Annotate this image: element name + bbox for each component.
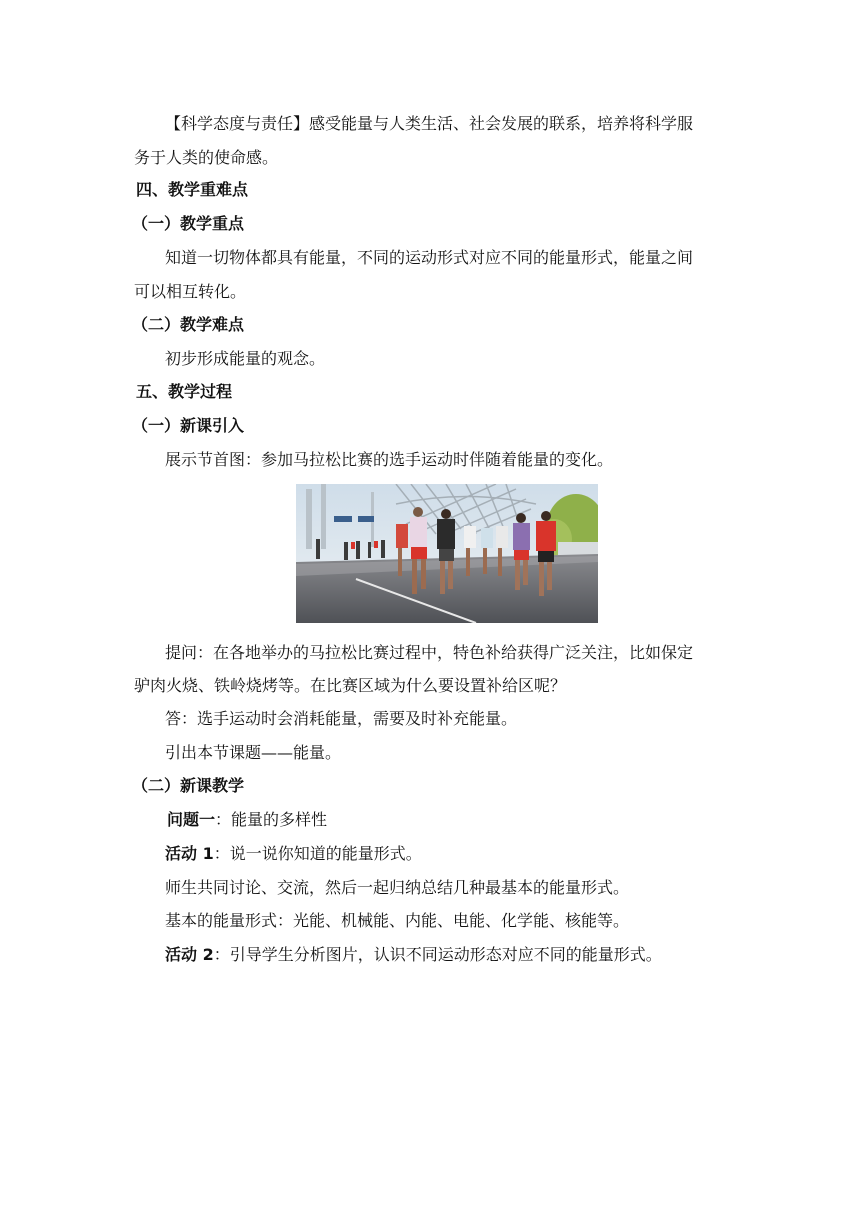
answer-text: 答：选手运动时会消耗能量，需要及时补充能量。 (165, 709, 518, 728)
question-line-2: 驴肉火烧、铁岭烧烤等。在比赛区域为什么要设置补给区呢？ (134, 676, 567, 695)
activity-1-label: 活动 1 (165, 844, 214, 863)
lead-in-text: 引出本节课题——能量。 (165, 743, 342, 762)
attitude-line-1: 【科学态度与责任】感受能量与人类生活、社会发展的联系，培养将科学服 (165, 114, 694, 133)
problem-1-text: ：能量的多样性 (215, 810, 328, 829)
attitude-line-2: 务于人类的使命感。 (134, 148, 279, 167)
heading-teaching-process: 五、教学过程 (136, 382, 233, 401)
intro-text: 展示节首图：参加马拉松比赛的选手运动时伴随着能量的变化。 (165, 450, 614, 469)
key-points-line-2: 可以相互转化。 (134, 282, 247, 301)
heading-key-points: （一）教学重点 (132, 214, 245, 233)
activity-1-text: ：说一说你知道的能量形式。 (213, 844, 422, 863)
activity-2-text: ：引导学生分析图片，认识不同运动形态对应不同的能量形式。 (213, 945, 662, 964)
problem-1 (167, 810, 327, 830)
heading-lesson-intro: （一）新课引入 (132, 416, 245, 435)
heading-difficult-points: （二）教学难点 (132, 315, 245, 334)
question-line-1: 提问：在各地举办的马拉松比赛过程中，特色补给获得广泛关注，比如保定 (165, 643, 694, 662)
problem-1-label: 问题一 (167, 810, 216, 829)
difficult-points-text: 初步形成能量的观念。 (165, 349, 326, 368)
activity-1 (165, 844, 422, 864)
energy-forms-text: 基本的能量形式：光能、机械能、内能、电能、化学能、核能等。 (165, 911, 630, 930)
activity-2 (165, 945, 662, 965)
marathon-photo-svg (296, 484, 598, 623)
discussion-text: 师生共同讨论、交流，然后一起归纳总结几种最基本的能量形式。 (165, 878, 630, 897)
marathon-photo (296, 484, 598, 623)
activity-2-label: 活动 2 (165, 945, 214, 964)
key-points-line-1: 知道一切物体都具有能量，不同的运动形式对应不同的能量形式，能量之间 (165, 248, 694, 267)
heading-key-difficult-points: 四、教学重难点 (136, 180, 249, 199)
heading-new-lesson: （二）新课教学 (132, 776, 245, 795)
